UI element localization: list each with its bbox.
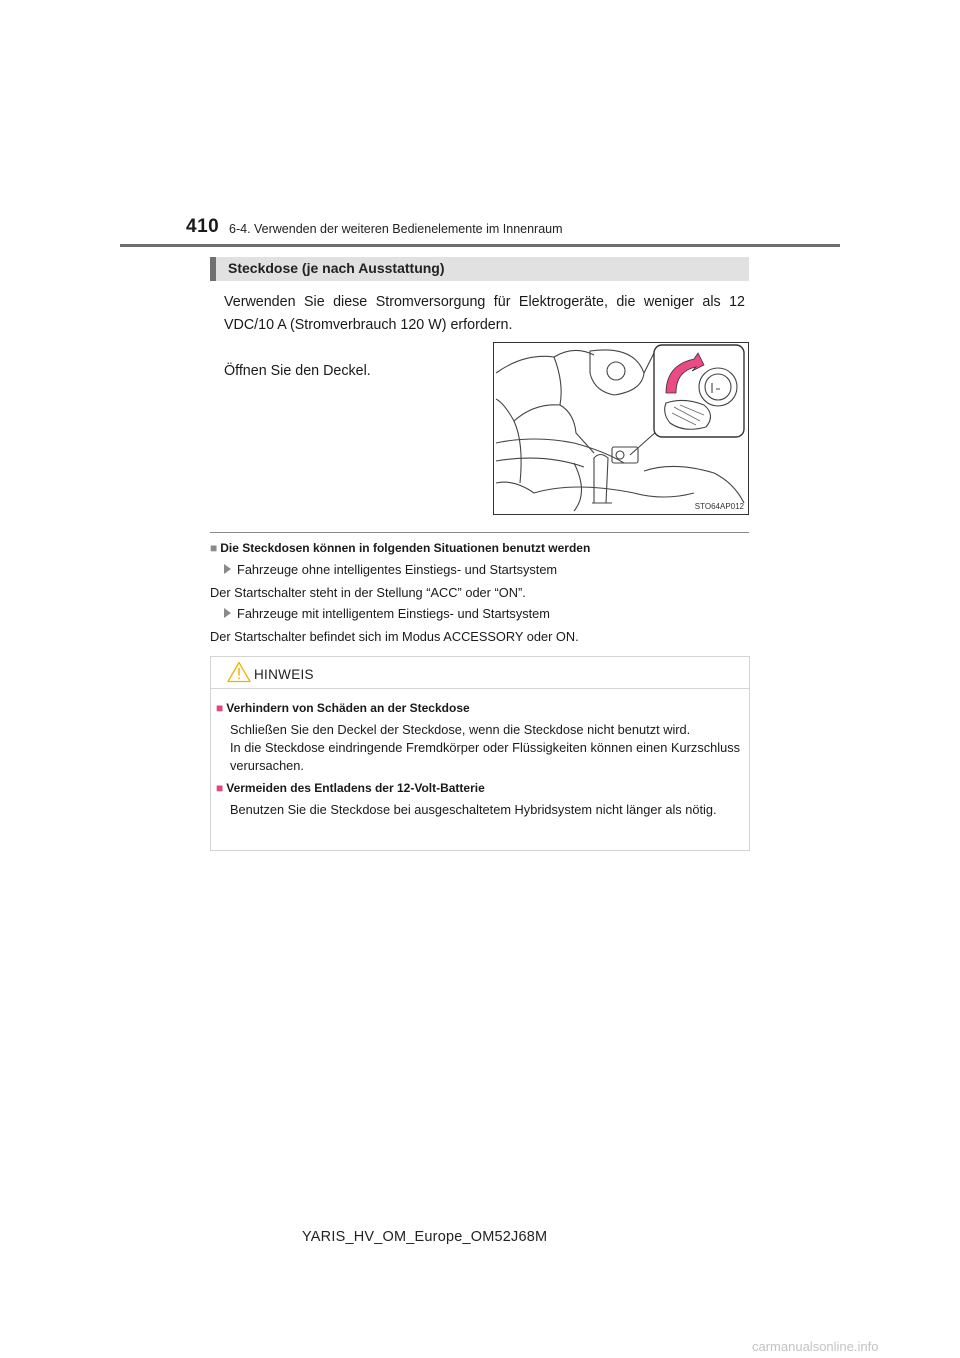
- triangle-bullet-icon: [224, 564, 231, 574]
- usage-note-heading: [210, 541, 590, 555]
- notice-item-text: Schließen Sie den Deckel der Steckdose, wenn die Steckdose nicht benutzt wird. In die Steckdose eindringende Fremdkörper oder Flüssigkeiten können einen Kurzschluss verursachen.: [230, 722, 740, 773]
- header-divider: [120, 244, 840, 247]
- section-heading-bar: [210, 257, 749, 281]
- condition-label: Fahrzeuge ohne intelligentes Einstiegs- und Startsystem: [224, 562, 557, 577]
- step-instruction: Öffnen Sie den Deckel.: [224, 363, 371, 379]
- notice-item-text: Benutzen Sie die Steckdose bei ausgeschaltetem Hybridsystem nicht länger als nötig.: [230, 802, 717, 817]
- notice-item-title: ■ Verhindern von Schäden an der Steckdose: [216, 701, 470, 715]
- warning-triangle-icon: [227, 661, 251, 683]
- notice-header: [211, 657, 749, 689]
- condition-label: Fahrzeuge mit intelligentem Einstiegs- und Startsystem: [224, 606, 550, 621]
- section-title: Steckdose (je nach Ausstattung): [228, 260, 445, 276]
- document-id: YARIS_HV_OM_Europe_OM52J68M: [302, 1229, 548, 1245]
- chapter-title: 6-4. Verwenden der weiteren Bedienelemente im Innenraum: [229, 222, 563, 236]
- square-bullet-icon: ■: [216, 781, 224, 795]
- watermark: carmanualsonline.info: [752, 1339, 879, 1354]
- condition-text: Der Startschalter steht in der Stellung “ACC” oder “ON”.: [210, 585, 526, 600]
- square-bullet-icon: ■: [210, 541, 218, 555]
- figure-code: STO64AP012: [694, 502, 744, 511]
- notice-item-title: ■ Vermeiden des Entladens der 12-Volt-Batterie: [216, 781, 485, 795]
- power-outlet-illustration: [493, 342, 749, 515]
- intro-paragraph: Verwenden Sie diese Stromversorgung für Elektrogeräte, die weniger als 12 VDC/10 A (Stromverbrauch 120 W) erfordern.: [224, 294, 745, 333]
- page-number: 410: [186, 216, 220, 237]
- usage-note-title: Die Steckdosen können in folgenden Situationen benutzt werden: [220, 541, 591, 555]
- notice-label: HINWEIS: [254, 667, 314, 682]
- triangle-bullet-icon: [224, 608, 231, 618]
- square-bullet-icon: ■: [216, 701, 224, 715]
- condition-text: Der Startschalter befindet sich im Modus ACCESSORY oder ON.: [210, 629, 579, 644]
- section-divider: [210, 532, 749, 533]
- notice-box: [210, 656, 750, 851]
